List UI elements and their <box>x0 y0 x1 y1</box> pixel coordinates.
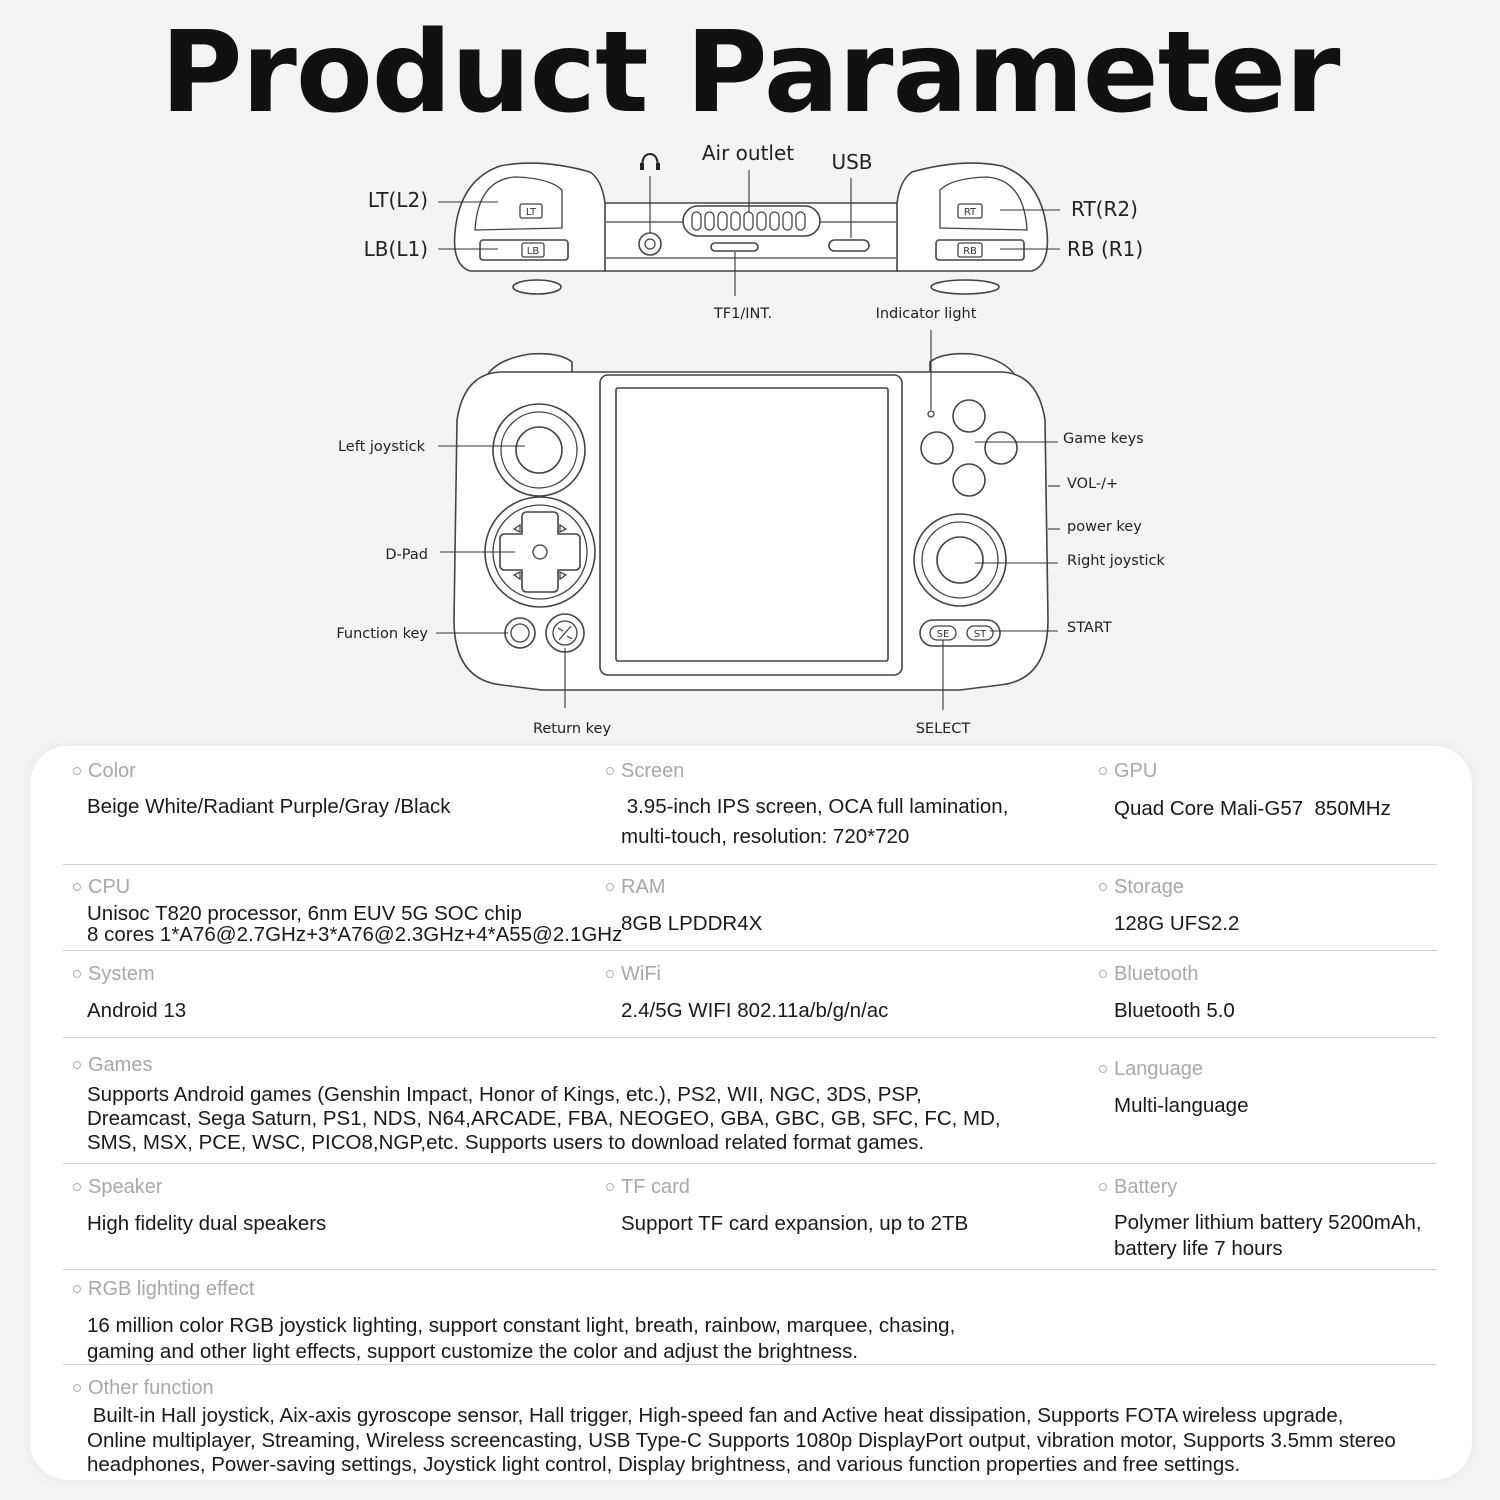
headphone-icon <box>640 154 660 170</box>
rt-label: RT(R2) <box>1071 197 1138 221</box>
power-key-label: power key <box>1067 519 1142 535</box>
function-key-label: Function key <box>336 626 428 642</box>
spec-system <box>73 961 186 1023</box>
spec-cpu <box>73 874 622 945</box>
spec-screen <box>606 758 1008 852</box>
spec-value: headphones, Power-saving settings, Joystick light control, Display brightness, and various function properties and free settings. <box>87 1453 1241 1476</box>
bullet-icon <box>1099 970 1107 978</box>
lb-chip-text: LB <box>526 246 540 257</box>
spec-value: 3.95-inch IPS screen, OCA full lamination, <box>621 795 1009 818</box>
spec-value: High fidelity dual speakers <box>87 1212 327 1235</box>
lt-label: LT(L2) <box>367 188 428 212</box>
spec-language <box>1099 1056 1248 1118</box>
bullet-icon <box>1099 767 1107 775</box>
spec-label: WiFi <box>621 963 661 985</box>
spec-rgb <box>73 1276 955 1365</box>
lt-chip-text: LT <box>525 207 537 218</box>
bullet-icon <box>1099 883 1107 891</box>
spec-ram <box>606 874 762 936</box>
spec-value: 128G UFS2.2 <box>1114 912 1240 935</box>
spec-label: Speaker <box>88 1176 163 1198</box>
rt-chip-text: RT <box>963 207 977 218</box>
spec-label: RGB lighting effect <box>88 1278 255 1300</box>
spec-label: Battery <box>1114 1176 1178 1198</box>
spec-value: 16 million color RGB joystick lighting, support constant light, breath, rainbow, marquee, chasing, <box>87 1314 956 1337</box>
spec-value: Bluetooth 5.0 <box>1114 999 1235 1022</box>
spec-value: Multi-language <box>1114 1094 1249 1117</box>
st-chip-text: ST <box>973 629 987 640</box>
usb-label: USB <box>831 150 873 174</box>
divider <box>63 1037 1437 1038</box>
spec-value: battery life 7 hours <box>1114 1237 1283 1260</box>
divider <box>63 950 1437 951</box>
spec-storage <box>1099 874 1239 936</box>
spec-label: Games <box>88 1054 153 1076</box>
dpad-label: D-Pad <box>385 547 428 563</box>
spec-gpu <box>1099 758 1391 821</box>
bullet-icon <box>73 883 81 891</box>
bullet-icon <box>606 883 614 891</box>
spec-value: 8GB LPDDR4X <box>621 912 763 935</box>
spec-color <box>73 758 450 819</box>
spec-label: Storage <box>1114 876 1185 898</box>
spec-label: Language <box>1114 1058 1203 1080</box>
right-joystick-label: Right joystick <box>1067 553 1165 569</box>
spec-label: System <box>88 963 155 985</box>
spec-value: Unisoc T820 processor, 6nm EUV 5G SOC chip <box>87 902 522 925</box>
spec-label: GPU <box>1114 760 1158 782</box>
lb-label: LB(L1) <box>363 237 428 261</box>
spec-value: Online multiplayer, Streaming, Wireless screencasting, USB Type-C Supports 1080p DisplayPort output, vibration motor, Supports 3.5mm stereo <box>87 1428 1396 1452</box>
rb-chip-text: RB <box>963 246 977 257</box>
spec-label: CPU <box>88 876 131 898</box>
vol-label: VOL-/+ <box>1067 476 1119 492</box>
bullet-icon <box>73 767 81 775</box>
spec-label: Bluetooth <box>1114 963 1199 985</box>
spec-value: Supports Android games (Genshin Impact, Honor of Kings, etc.), PS2, WII, NGC, 3DS, PSP, <box>87 1083 922 1106</box>
game-keys-label: Game keys <box>1063 431 1144 447</box>
indicator-light-label: Indicator light <box>875 306 977 322</box>
spec-value: Support TF card expansion, up to 2TB <box>621 1212 969 1235</box>
bullet-icon <box>73 1061 81 1069</box>
air-outlet-label: Air outlet <box>701 141 795 165</box>
spec-value: SMS, MSX, PCE, WSC, PICO8,NGP,etc. Supports users to download related format games. <box>87 1131 925 1154</box>
spec-label: TF card <box>621 1176 690 1198</box>
spec-value: Quad Core Mali-G57 850MHz <box>1114 797 1391 820</box>
spec-label: RAM <box>621 876 666 898</box>
spec-label: Other function <box>88 1377 214 1399</box>
front-view <box>336 330 1165 737</box>
spec-value: 2.4/5G WIFI 802.11a/b/g/n/ac <box>621 999 889 1022</box>
bullet-icon <box>73 1384 81 1392</box>
spec-value: Polymer lithium battery 5200mAh, <box>1114 1211 1422 1234</box>
spec-wifi <box>606 961 888 1023</box>
select-label: SELECT <box>915 721 971 737</box>
divider <box>63 1269 1437 1270</box>
spec-value: Android 13 <box>87 999 187 1022</box>
spec-speaker <box>73 1174 326 1236</box>
spec-value: Built-in Hall joystick, Aix-axis gyroscope sensor, Hall trigger, High-speed fan and Active heat dissipation, Supports FOTA wireless upgrade, <box>87 1404 1344 1427</box>
rb-label: RB (R1) <box>1067 237 1144 261</box>
bullet-icon <box>606 767 614 775</box>
product-diagram <box>0 0 1500 746</box>
start-label: START <box>1067 620 1112 636</box>
bullet-icon <box>1099 1065 1107 1073</box>
bullet-icon <box>1099 1183 1107 1191</box>
spec-value: Dreamcast, Sega Saturn, PS1, NDS, N64,ARCADE, FBA, NEOGEO, GBA, GBC, GB, SFC, FC, MD, <box>87 1107 1001 1130</box>
divider <box>63 864 1437 865</box>
spec-value: gaming and other light effects, support customize the color and adjust the brightness. <box>87 1340 859 1363</box>
spec-value: Beige White/Radiant Purple/Gray /Black <box>87 795 451 818</box>
spec-value: multi-touch, resolution: 720*720 <box>621 825 910 848</box>
spec-games <box>73 1052 1001 1155</box>
bullet-icon <box>73 1285 81 1293</box>
spec-tf-card <box>606 1174 968 1236</box>
spec-battery <box>1099 1174 1422 1262</box>
tf-label: TF1/INT. <box>713 306 773 322</box>
top-view <box>364 141 1144 322</box>
return-key-label: Return key <box>532 721 612 737</box>
bullet-icon <box>73 970 81 978</box>
spec-label: Color <box>88 760 136 782</box>
divider <box>63 1163 1437 1164</box>
page-title: Product Parameter <box>160 8 1340 138</box>
se-chip-text: SE <box>936 629 950 640</box>
spec-bluetooth <box>1099 961 1235 1023</box>
left-joystick-label: Left joystick <box>337 439 425 455</box>
spec-other <box>73 1375 1396 1478</box>
bullet-icon <box>606 970 614 978</box>
bullet-icon <box>606 1183 614 1191</box>
bullet-icon <box>73 1183 81 1191</box>
spec-value: 8 cores 1*A76@2.7GHz+3*A76@2.3GHz+4*A55@2.1GHz <box>87 923 623 946</box>
spec-label: Screen <box>621 760 685 782</box>
